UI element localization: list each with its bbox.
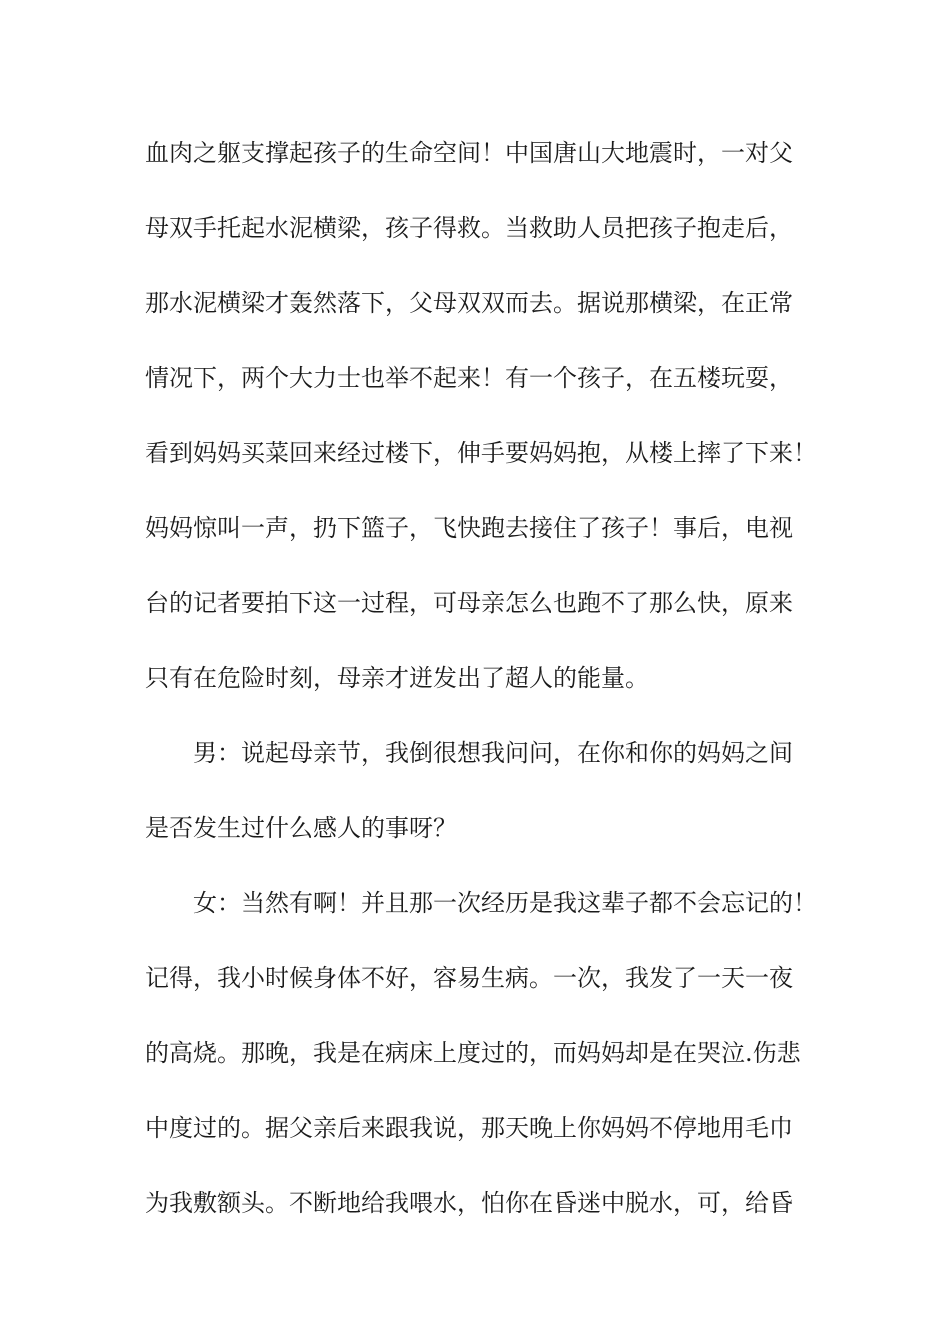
text-line: 妈妈惊叫一声，扔下篮子，飞快跑去接住了孩子！事后，电视 xyxy=(145,514,793,542)
text-line: 母双手托起水泥横梁，孩子得救。当救助人员把孩子抱走后， xyxy=(145,214,793,242)
text-line: 只有在危险时刻，母亲才迸发出了超人的能量。 xyxy=(145,664,649,692)
text-line: 中度过的。据父亲后来跟我说，那天晚上你妈妈不停地用毛巾 xyxy=(145,1114,793,1142)
text-line: 情况下，两个大力士也举不起来！有一个孩子，在五楼玩耍， xyxy=(145,364,793,392)
paragraph-first-line: 女：当然有啊！并且那一次经历是我这辈子都不会忘记的！ xyxy=(193,889,817,917)
text-line: 记得，我小时候身体不好，容易生病。一次，我发了一天一夜 xyxy=(145,964,793,992)
text-line: 为我敷额头。不断地给我喂水，怕你在昏迷中脱水，可，给昏 xyxy=(145,1189,793,1217)
text-line: 的高烧。那晚，我是在病床上度过的，而妈妈却是在哭泣.伤悲 xyxy=(145,1039,801,1067)
text-line: 台的记者要拍下这一过程，可母亲怎么也跑不了那么快，原来 xyxy=(145,589,793,617)
text-line: 是否发生过什么感人的事呀？ xyxy=(145,814,457,842)
text-line: 那水泥横梁才轰然落下，父母双双而去。据说那横梁，在正常 xyxy=(145,289,793,317)
text-line: 看到妈妈买菜回来经过楼下，伸手要妈妈抱，从楼上摔了下来！ xyxy=(145,439,817,467)
text-line: 血肉之躯支撑起孩子的生命空间！中国唐山大地震时，一对父 xyxy=(145,139,793,167)
paragraph-first-line: 男：说起母亲节，我倒很想我问问，在你和你的妈妈之间 xyxy=(193,739,793,767)
